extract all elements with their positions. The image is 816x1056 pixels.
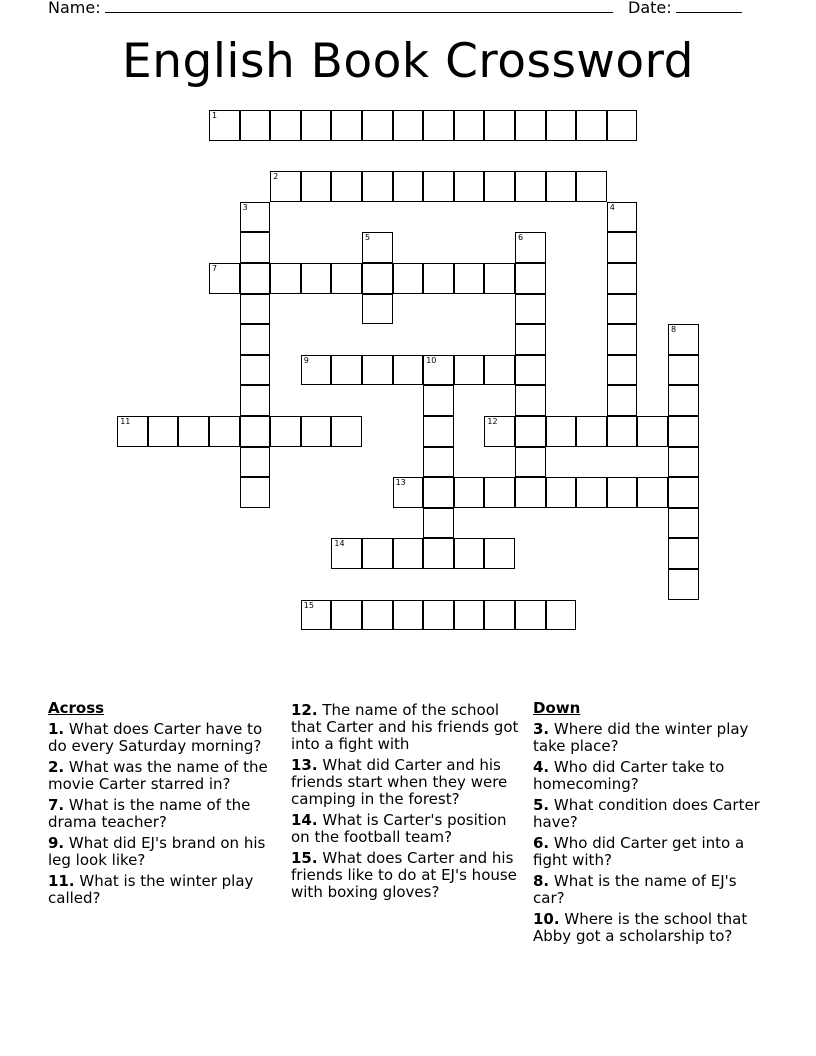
across-clues-col1	[48, 700, 280, 911]
clue-number: 8	[671, 325, 677, 335]
grid-cell[interactable]	[240, 385, 271, 416]
grid-cell[interactable]	[270, 110, 301, 141]
name-label: Name:	[48, 0, 101, 17]
clue-number: 5	[365, 233, 371, 243]
grid-cell[interactable]	[240, 263, 271, 294]
clue-down-6: 6. Who did Carter get into a fight with?	[533, 834, 745, 869]
grid-cell[interactable]	[362, 538, 393, 569]
grid-cell[interactable]	[240, 202, 271, 233]
clue-across-13: 13. What did Carter and his friends start when they were camping in the forest?	[291, 756, 508, 808]
clue-number: 6	[518, 233, 524, 243]
grid-cell[interactable]	[637, 477, 668, 508]
grid-cell[interactable]	[515, 171, 546, 202]
down-heading: Down	[533, 699, 581, 717]
grid-cell[interactable]	[423, 538, 454, 569]
grid-cell[interactable]	[607, 385, 638, 416]
grid-cell[interactable]	[668, 447, 699, 478]
grid-cell[interactable]	[240, 232, 271, 263]
grid-cell[interactable]	[484, 355, 515, 386]
grid-cell[interactable]	[546, 110, 577, 141]
clue-number: 9	[303, 355, 309, 365]
grid-cell[interactable]	[178, 416, 209, 447]
grid-cell[interactable]	[607, 477, 638, 508]
grid-cell[interactable]	[270, 171, 301, 202]
clue-across-1: 1. What does Carter have to do every Saturday morning?	[48, 720, 263, 755]
grid-cell[interactable]	[546, 416, 577, 447]
grid-cell[interactable]	[607, 232, 638, 263]
grid-cell[interactable]	[668, 324, 699, 355]
grid-cell[interactable]	[240, 416, 271, 447]
clue-number: 1	[212, 111, 218, 120]
grid-cell[interactable]	[668, 508, 699, 539]
grid-cell[interactable]	[362, 171, 393, 202]
grid-cell[interactable]	[515, 477, 546, 508]
grid-cell[interactable]	[423, 477, 454, 508]
grid-cell[interactable]	[423, 416, 454, 447]
clue-across-15: 15. What does Carter and his friends like to do at EJ's house with boxing gloves?	[291, 849, 517, 901]
grid-cell[interactable]	[331, 110, 362, 141]
clue-down-5: 5. What condition does Carter have?	[533, 796, 760, 831]
grid-cell[interactable]	[484, 477, 515, 508]
grid-cell[interactable]	[607, 263, 638, 294]
clue-number: 7	[212, 264, 218, 273]
grid-cell[interactable]	[240, 447, 271, 478]
grid-cell[interactable]	[240, 294, 271, 325]
grid-cell[interactable]	[607, 324, 638, 355]
grid-cell[interactable]	[301, 110, 332, 141]
grid-cell[interactable]	[515, 110, 546, 141]
grid-cell[interactable]	[546, 171, 577, 202]
grid-cell[interactable]	[484, 416, 515, 447]
grid-cell[interactable]	[301, 355, 332, 386]
grid-cell[interactable]	[209, 263, 240, 294]
grid-cell[interactable]	[362, 110, 393, 141]
grid-cell[interactable]	[393, 477, 424, 508]
grid-cell[interactable]	[331, 416, 362, 447]
grid-cell[interactable]	[515, 355, 546, 386]
grid-cell[interactable]	[423, 171, 454, 202]
grid-cell[interactable]	[301, 171, 332, 202]
clue-number: 15	[303, 600, 314, 610]
grid-cell[interactable]	[607, 202, 638, 233]
across-heading: Across	[48, 699, 105, 717]
grid-cell[interactable]	[576, 477, 607, 508]
grid-cell[interactable]	[423, 447, 454, 478]
grid-cell[interactable]	[393, 110, 424, 141]
grid-cell[interactable]	[454, 538, 485, 569]
grid-cell[interactable]	[454, 171, 485, 202]
grid-cell[interactable]	[668, 355, 699, 386]
grid-cell[interactable]	[331, 600, 362, 631]
grid-cell[interactable]	[331, 538, 362, 569]
grid-cell[interactable]	[515, 232, 546, 263]
grid-cell[interactable]	[668, 416, 699, 447]
grid-cell[interactable]	[515, 447, 546, 478]
grid-cell[interactable]	[668, 385, 699, 416]
clue-across-9: 9. What did EJ's brand on his leg look like?	[48, 834, 266, 869]
grid-cell[interactable]	[270, 263, 301, 294]
grid-cell[interactable]	[484, 110, 515, 141]
clue-across-11: 11. What is the winter play called?	[48, 872, 254, 907]
grid-cell[interactable]	[546, 477, 577, 508]
grid-cell[interactable]	[546, 600, 577, 631]
grid-cell[interactable]	[515, 324, 546, 355]
clue-number: 4	[609, 202, 615, 212]
grid-cell[interactable]	[668, 477, 699, 508]
grid-cell[interactable]	[515, 385, 546, 416]
grid-cell[interactable]	[393, 263, 424, 294]
down-clues	[533, 700, 765, 949]
grid-cell[interactable]	[240, 355, 271, 386]
grid-cell[interactable]	[668, 569, 699, 600]
clue-number: 2	[273, 172, 279, 182]
clue-across-2: 2. What was the name of the movie Carter starred in?	[48, 758, 268, 793]
grid-cell[interactable]	[423, 263, 454, 294]
grid-cell[interactable]	[148, 416, 179, 447]
grid-cell[interactable]	[668, 538, 699, 569]
clue-down-4: 4. Who did Carter take to homecoming?	[533, 758, 725, 793]
clue-across-14: 14. What is Carter's position on the football team?	[291, 811, 507, 846]
grid-cell[interactable]	[423, 385, 454, 416]
clue-number: 14	[334, 539, 345, 549]
grid-cell[interactable]	[484, 263, 515, 294]
grid-cell[interactable]	[454, 355, 485, 386]
grid-cell[interactable]	[209, 416, 240, 447]
grid-cell[interactable]	[393, 600, 424, 631]
page-title: English Book Crossword	[122, 34, 694, 89]
grid-cell[interactable]	[423, 508, 454, 539]
grid-cell[interactable]	[270, 416, 301, 447]
grid-cell[interactable]	[301, 416, 332, 447]
clue-number: 3	[242, 202, 248, 212]
grid-cell[interactable]	[515, 294, 546, 325]
grid-cell[interactable]	[454, 477, 485, 508]
clue-number: 13	[395, 478, 406, 488]
grid-cell[interactable]	[423, 355, 454, 386]
grid-cell[interactable]	[331, 355, 362, 386]
grid-cell[interactable]	[576, 416, 607, 447]
grid-cell[interactable]	[454, 600, 485, 631]
grid-cell[interactable]	[484, 600, 515, 631]
grid-cell[interactable]	[423, 110, 454, 141]
grid-cell[interactable]	[454, 263, 485, 294]
grid-cell[interactable]	[607, 355, 638, 386]
clue-across-12: 12. The name of the school that Carter and his friends got into a fight with	[291, 701, 519, 753]
grid-cell[interactable]	[240, 477, 271, 508]
clue-number: 11	[120, 417, 131, 426]
grid-cell[interactable]	[607, 416, 638, 447]
grid-cell[interactable]	[331, 263, 362, 294]
grid-cell[interactable]	[423, 600, 454, 631]
clue-down-3: 3. Where did the winter play take place?	[533, 720, 749, 755]
grid-cell[interactable]	[515, 600, 546, 631]
grid-cell[interactable]	[209, 110, 240, 141]
grid-cell[interactable]	[240, 110, 271, 141]
grid-cell[interactable]	[607, 294, 638, 325]
grid-cell[interactable]	[240, 324, 271, 355]
clue-across-7: 7. What is the name of the drama teacher?	[48, 796, 251, 831]
grid-cell[interactable]	[362, 232, 393, 263]
across-clues-col2	[291, 702, 523, 905]
clue-down-10: 10. Where is the school that Abby got a scholarship to?	[533, 910, 748, 945]
grid-cell[interactable]	[393, 355, 424, 386]
clue-down-8: 8. What is the name of EJ's car?	[533, 872, 737, 907]
grid-cell[interactable]	[393, 171, 424, 202]
clue-number: 10	[426, 355, 437, 365]
grid-cell[interactable]	[515, 416, 546, 447]
grid-cell[interactable]	[576, 110, 607, 141]
grid-cell[interactable]	[454, 110, 485, 141]
grid-cell[interactable]	[362, 600, 393, 631]
grid-cell[interactable]	[301, 600, 332, 631]
grid-cell[interactable]	[393, 538, 424, 569]
grid-cell[interactable]	[637, 416, 668, 447]
grid-cell[interactable]	[484, 538, 515, 569]
grid-cell[interactable]	[301, 263, 332, 294]
grid-cell[interactable]	[607, 110, 638, 141]
grid-cell[interactable]	[362, 294, 393, 325]
grid-cell[interactable]	[515, 263, 546, 294]
grid-cell[interactable]	[117, 416, 148, 447]
grid-cell[interactable]	[576, 171, 607, 202]
date-label: Date:	[628, 0, 672, 17]
grid-cell[interactable]	[331, 171, 362, 202]
clue-number: 12	[487, 417, 498, 426]
grid-cell[interactable]	[484, 171, 515, 202]
grid-cell[interactable]	[362, 355, 393, 386]
grid-cell[interactable]	[362, 263, 393, 294]
